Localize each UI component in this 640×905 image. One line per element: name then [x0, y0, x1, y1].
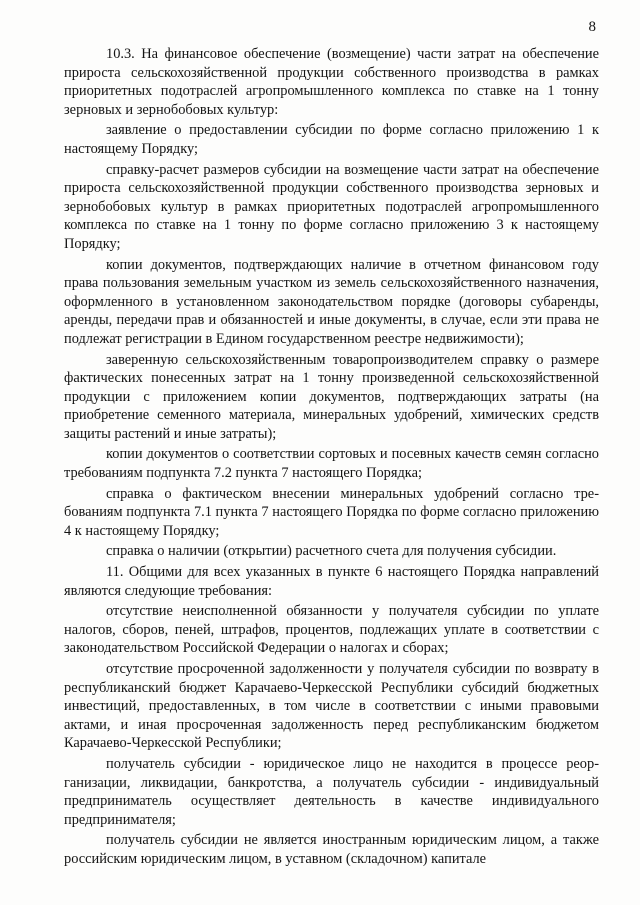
paragraph-application: заявление о предоставлении субсидии по форме согласно приложению 1 к настоящему Порядку; [64, 122, 599, 157]
page-number: 8 [588, 19, 596, 35]
paragraph-overdue-debt: отсутствие просроченной задолженности у получателя субсидии по возврату в республиканский бюджет Карачаево-Черкесской Республики субсидий бюджетных инвестиций, предоставленных, в том числе в соответствии с иными правовыми актами, и иная просроченная задолженность перед республиканским бюджетом Карачаево-Черкесской Республики; [64, 661, 599, 752]
paragraph-calculation: справку-расчет размеров субсидии на возмещение части затрат на обеспечение прироста сельскохозяйственной продукции собственного производства зерновых и зернобобовых культур в рамках приоритетных подотраслей агропромышленного комплекса по ставке на 1 тонну по форме согласно приложению 3 к настоящему Порядку; [64, 161, 599, 252]
document-body [64, 45, 599, 869]
paragraph-foreign-entity: получатель субсидии не является иностранным юридическим лицом, а также российским юридическим лицом, в уставном (складочном) капитале [64, 832, 599, 867]
paragraph-11: 11. Общими для всех указанных в пункте 6 настоящего Порядка направлений являются следующие требования: [64, 564, 599, 599]
paragraph-cost-certificate: заверенную сельскохозяйственным товаропроизводителем справку о размере фактических понесенных затрат на 1 тонну произведенной сельскохозяйственной продукции с приложением копии документов, подтверждающих затраты (на приобретение семенного материала, минеральных удобрений, химических средств защиты растений и иные затраты); [64, 351, 599, 442]
paragraph-reorganization: получатель субсидии - юридическое лицо не находится в процессе реорганизации, ликвидации, банкротства, а получатель субсидии - индивидуальный предприниматель осуществляет деятельность в качестве индивидуального предпринимателя; [64, 755, 599, 828]
paragraph-land-documents: копии документов, подтверждающих наличие в отчетном финансовом году права пользования земельным участком из земель сельскохозяйственного назначения, оформленного в установленном законодательством порядке (договоры субаренды, аренды, передачи прав и обязанностей и иные документы, в случае, если эти права не подлежат регистрации в Едином государственном реестре недвижимости); [64, 256, 599, 347]
paragraph-10-3: 10.3. На финансовое обеспечение (возмещение) части затрат на обеспечение прироста сельскохозяйственной продукции собственного производства в рамках приоритетных подотраслей агропромышленного комплекса по ставке на 1 тонну зерновых и зернобобовых культур: [64, 46, 599, 118]
paragraph-seed-quality: копии документов о соответствии сортовых и посевных качеств семян согласно требованиям подпункта 7.2 пункта 7 настоящего Порядка; [64, 446, 599, 482]
paragraph-tax-obligations: отсутствие неисполненной обязанности у получателя субсидии по уплате налогов, сборов, пеней, штрафов, процентов, подлежащих уплате в соответствии с законодательством Российской Федерации о налогах и сборах; [64, 603, 599, 657]
paragraph-bank-account: справка о наличии (открытии) расчетного счета для получения субсидии. [106, 543, 557, 560]
paragraph-fertilizer: справка о фактическом внесении минеральных удобрений согласно требованиям подпункта 7.1 пункта 7 настоящего Порядка по форме согласно приложению 4 к настоящему Порядку; [64, 485, 599, 539]
